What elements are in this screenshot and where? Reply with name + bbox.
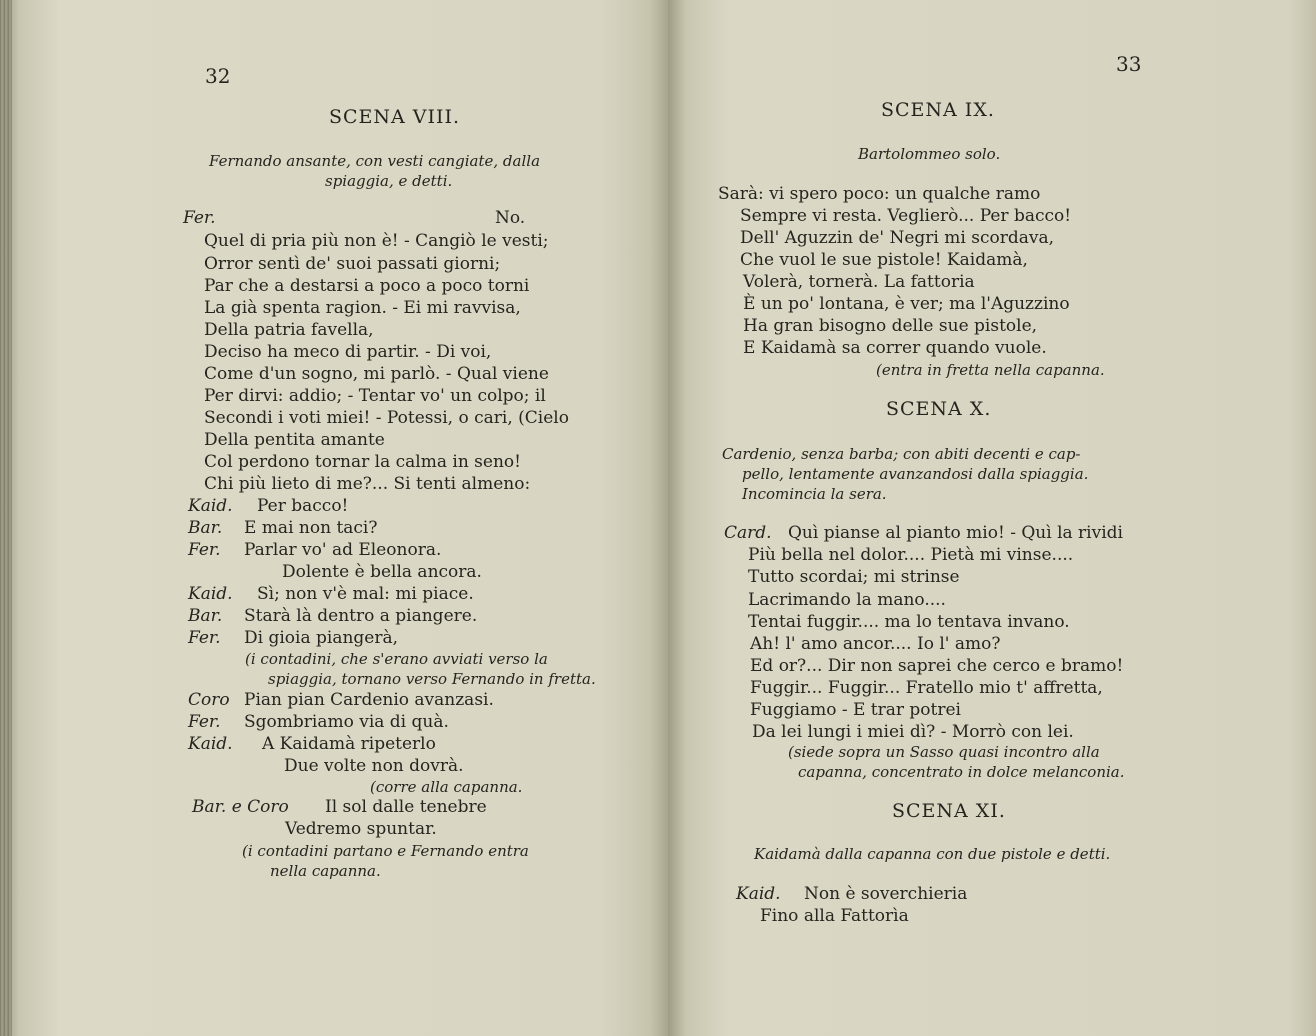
verse-line: Più bella nel dolor.... Pietà mi vinse.... xyxy=(748,545,1074,565)
verse-line: Ed or?... Dir non saprei che cerco e bramo! xyxy=(750,656,1124,676)
verse-line: E mai non taci? xyxy=(244,518,378,538)
verse-line: Secondi i voti miei! - Potessi, o cari, (Cielo xyxy=(204,408,569,428)
verse-line: Quel di pria più non è! - Cangiò le vesti; xyxy=(204,231,549,251)
verse-line: Chi più lieto di me?... Si tenti almeno: xyxy=(204,474,531,494)
verse-line: Ha gran bisogno delle sue pistole, xyxy=(743,316,1038,336)
stage-direction: Fernando ansante, con vesti cangiate, dalla xyxy=(209,152,541,170)
stage-direction: nella capanna. xyxy=(270,862,381,880)
verse-line: Della patria favella, xyxy=(204,320,374,340)
scene-title-xi: SCENA XI. xyxy=(892,800,1006,822)
scene-title-ix: SCENA IX. xyxy=(881,99,995,121)
verse-line: Par che a destarsi a poco a poco torni xyxy=(204,276,530,296)
verse-line: Vedremo spuntar. xyxy=(285,819,437,839)
stage-direction: Kaidamà dalla capanna con due pistole e detti. xyxy=(754,845,1111,863)
stage-direction: spiaggia, e detti. xyxy=(325,172,453,190)
stage-direction: (entra in fretta nella capanna. xyxy=(876,361,1105,379)
verse-line: Non è soverchieria xyxy=(804,884,968,904)
verse-line: Orror sentì de' suoi passati giorni; xyxy=(204,254,501,274)
speaker-label: Bar. xyxy=(188,606,223,626)
page-number-right: 33 xyxy=(1116,52,1142,76)
verse-line: Il sol dalle tenebre xyxy=(325,797,487,817)
stage-direction: (i contadini partano e Fernando entra xyxy=(242,842,529,860)
speaker-label: Card. xyxy=(724,523,772,543)
verse-line: È un po' lontana, è ver; ma l'Aguzzino xyxy=(743,294,1070,314)
scene-title-viii: SCENA VIII. xyxy=(329,106,461,128)
verse-line: Della pentita amante xyxy=(204,430,385,450)
verse-line: Sgombriamo via di quà. xyxy=(244,712,449,732)
verse-line: Fuggir... Fuggir... Fratello mio t' affretta, xyxy=(750,678,1103,698)
stage-direction: (siede sopra un Sasso quasi incontro alla xyxy=(788,743,1100,761)
stage-direction: Cardenio, senza barba; con abiti decenti e cap- xyxy=(722,445,1081,463)
page-number-left: 32 xyxy=(205,64,231,88)
stage-direction: capanna, concentrato in dolce melanconia. xyxy=(798,763,1125,781)
page-edge xyxy=(0,0,12,1036)
verse-line: Deciso ha meco di partir. - Di voi, xyxy=(204,342,492,362)
stage-direction: spiaggia, tornano verso Fernando in fretta. xyxy=(268,670,596,688)
verse-line: Starà là dentro a piangere. xyxy=(244,606,478,626)
verse-line: Tentai fuggir.... ma lo tentava invano. xyxy=(748,612,1070,632)
speaker-label: Coro xyxy=(188,690,230,710)
verse-line: Volerà, tornerà. La fattoria xyxy=(743,272,975,292)
speaker-label: Bar. e Coro xyxy=(192,797,289,817)
verse-line: Parlar vo' ad Eleonora. xyxy=(244,540,442,560)
verse-line: Per dirvi: addio; - Tentar vo' un colpo; il xyxy=(204,386,546,406)
stage-direction: (corre alla capanna. xyxy=(370,778,523,796)
verse-line: Lacrimando la mano.... xyxy=(748,590,946,610)
speaker-label: Fer. xyxy=(183,208,216,228)
speaker-label: Kaid. xyxy=(736,884,781,904)
verse-line: Dell' Aguzzin de' Negri mi scordava, xyxy=(740,228,1054,248)
verse-line: Sempre vi resta. Veglierò... Per bacco! xyxy=(740,206,1072,226)
verse-line: Di gioia piangerà, xyxy=(244,628,399,648)
right-page xyxy=(668,0,1316,1036)
verse-line: Sarà: vi spero poco: un qualche ramo xyxy=(718,184,1041,204)
stage-direction: pello, lentamente avanzandosi dalla spiaggia. xyxy=(742,465,1089,483)
speaker-label: Bar. xyxy=(188,518,223,538)
speaker-label: Kaid. xyxy=(188,734,233,754)
verse-line: Due volte non dovrà. xyxy=(284,756,464,776)
verse-line: Sì; non v'è mal: mi piace. xyxy=(257,584,474,604)
verse-line: Quì pianse al pianto mio! - Quì la rividi xyxy=(788,523,1123,543)
speaker-label: Fer. xyxy=(188,540,221,560)
stage-direction: Incomincia la sera. xyxy=(742,485,887,503)
speaker-label: Kaid. xyxy=(188,496,233,516)
verse-line: Come d'un sogno, mi parlò. - Qual viene xyxy=(204,364,549,384)
verse-line: No. xyxy=(495,208,526,228)
verse-line: Dolente è bella ancora. xyxy=(282,562,482,582)
speaker-label: Fer. xyxy=(188,628,221,648)
speaker-label: Kaid. xyxy=(188,584,233,604)
scene-title-x: SCENA X. xyxy=(886,398,992,420)
speaker-label: Fer. xyxy=(188,712,221,732)
verse-line: A Kaidamà ripeterlo xyxy=(262,734,436,754)
verse-line: Per bacco! xyxy=(257,496,349,516)
verse-line: Che vuol le sue pistole! Kaidamà, xyxy=(740,250,1028,270)
verse-line: Ah! l' amo ancor.... Io l' amo? xyxy=(750,634,1001,654)
verse-line: Col perdono tornar la calma in seno! xyxy=(204,452,521,472)
verse-line: Da lei lungi i miei dì? - Morrò con lei. xyxy=(752,722,1074,742)
verse-line: E Kaidamà sa correr quando vuole. xyxy=(743,338,1047,358)
verse-line: Pian pian Cardenio avanzasi. xyxy=(244,690,494,710)
verse-line: Fino alla Fattorìa xyxy=(760,906,909,926)
verse-line: Fuggiamo - E trar potrei xyxy=(750,700,961,720)
verse-line: La già spenta ragion. - Ei mi ravvisa, xyxy=(204,298,521,318)
verse-line: Tutto scordai; mi strinse xyxy=(748,567,960,587)
stage-direction: (i contadini, che s'erano avviati verso la xyxy=(245,650,548,668)
stage-direction: Bartolommeo solo. xyxy=(858,145,1001,163)
